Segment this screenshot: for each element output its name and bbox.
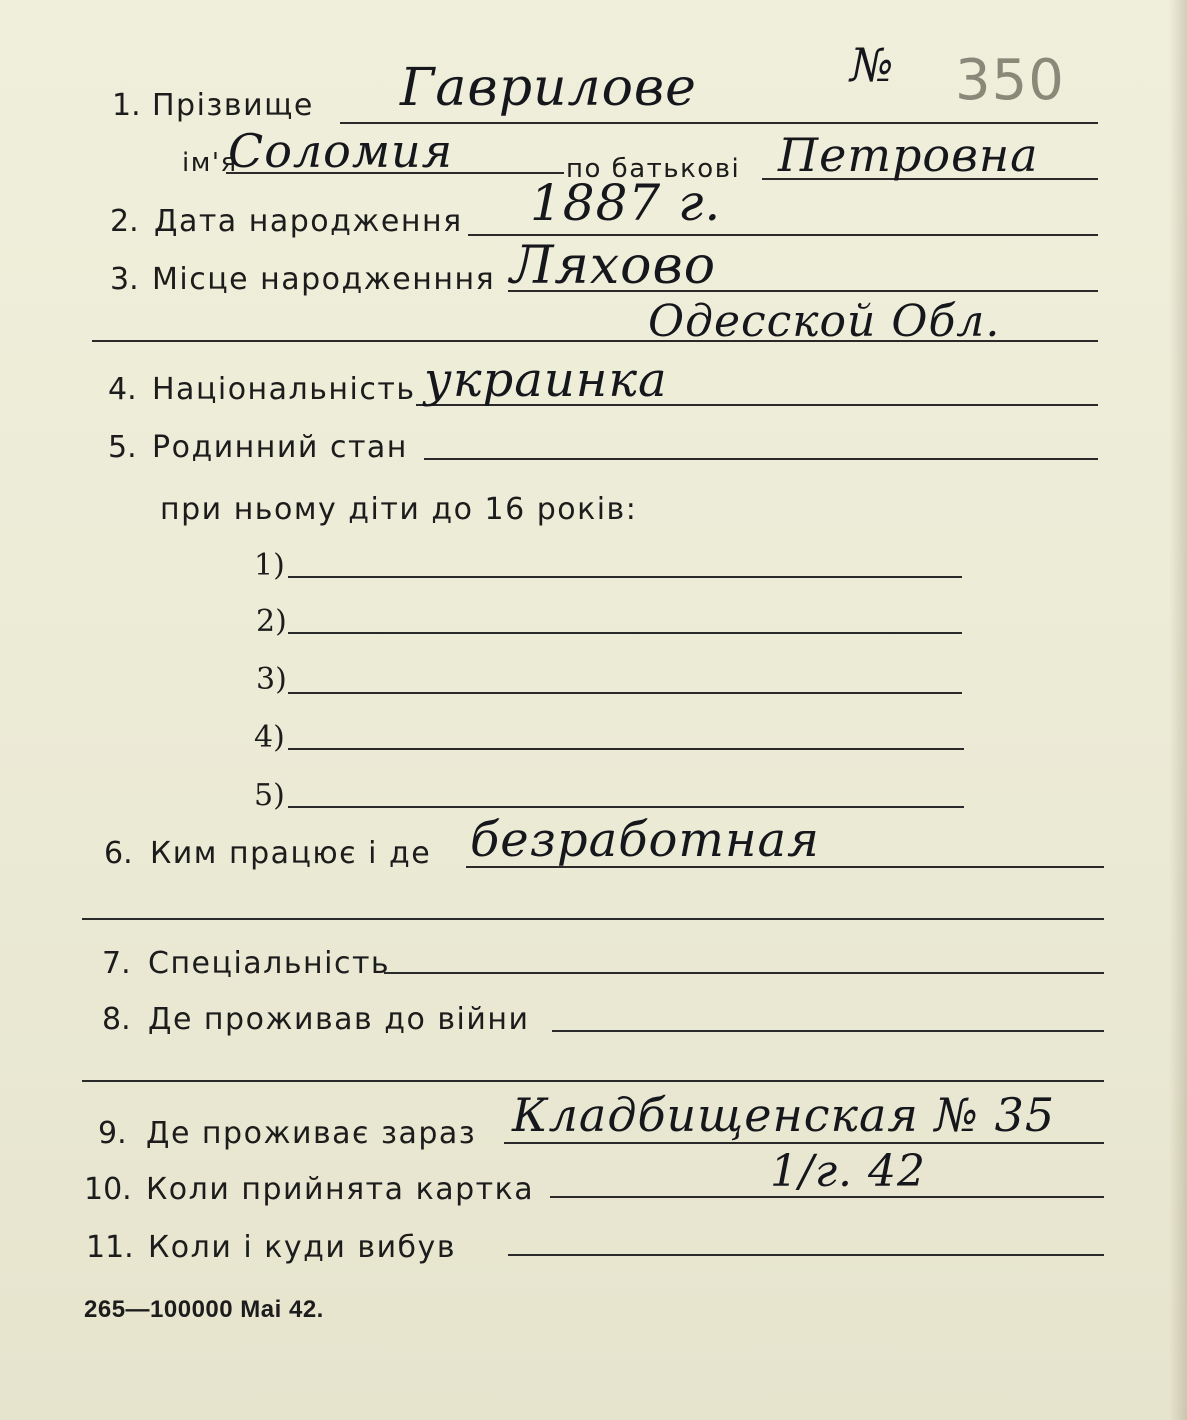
specialty-line [384, 972, 1104, 974]
work-label: Ким працює і де [150, 836, 432, 871]
name-value: Соломия [228, 124, 454, 178]
print-code: 265—100000 Mai 42. [84, 1296, 324, 1323]
field-number-8: 8. [102, 1002, 131, 1037]
current-residence-value: Кладбищенская № 35 [512, 1088, 1056, 1142]
current-residence-line [504, 1142, 1104, 1144]
card-accepted-label: Коли прийнята картка [146, 1172, 535, 1207]
birth-place-value-2: Одесской Обл. [648, 296, 1001, 347]
birth-date-label: Дата народження [154, 204, 463, 239]
field-number-7: 7. [102, 946, 131, 981]
surname-line [340, 122, 1098, 124]
child-4-line [288, 748, 964, 750]
field-number-10: 10. [84, 1172, 132, 1207]
child-5-label: 5) [254, 778, 285, 813]
departed-line [508, 1254, 1104, 1256]
work-value: безработная [470, 812, 820, 868]
card-accepted-value: 1/г. 42 [770, 1146, 927, 1197]
surname-label: Прізвище [152, 88, 314, 123]
nationality-value: украинка [424, 352, 668, 408]
field-number-1: 1. [112, 88, 141, 123]
field-number-2: 2. [110, 204, 139, 239]
work-line-2 [82, 918, 1104, 920]
prewar-residence-line-2 [82, 1080, 1104, 1082]
current-residence-label: Де проживає зараз [146, 1116, 477, 1151]
patronymic-label: по батькові [566, 154, 741, 184]
field-number-3: 3. [110, 262, 139, 297]
child-4-label: 4) [254, 720, 285, 755]
prewar-residence-label: Де проживав до війни [148, 1002, 530, 1037]
children-label: при ньому діти до 16 років: [160, 492, 638, 527]
card-number-sign: № [850, 38, 895, 92]
field-number-4: 4. [108, 372, 137, 407]
marital-line [424, 458, 1098, 460]
patronymic-value: Петровна [778, 128, 1039, 182]
child-5-line [288, 806, 964, 808]
field-number-6: 6. [104, 836, 133, 871]
child-3-label: 3) [256, 662, 287, 697]
specialty-label: Спеціальність [148, 946, 391, 981]
child-2-label: 2) [256, 604, 287, 639]
child-1-label: 1) [254, 548, 285, 583]
name-label: ім'я [182, 148, 238, 178]
field-number-9: 9. [98, 1116, 127, 1151]
birth-place-label: Місце народженння [152, 262, 496, 297]
nationality-label: Національність [152, 372, 416, 407]
child-2-line [288, 632, 962, 634]
departed-label: Коли і куди вибув [148, 1230, 456, 1265]
child-3-line [288, 692, 962, 694]
field-number-5: 5. [108, 430, 137, 465]
surname-value: Гаврилове [400, 58, 697, 118]
birth-place-value: Ляхово [510, 236, 717, 296]
field-number-11: 11. [86, 1230, 134, 1265]
birth-date-value: 1887 г. [530, 174, 722, 232]
card-number-value: 350 [955, 48, 1065, 113]
marital-label: Родинний стан [152, 430, 408, 465]
prewar-residence-line [552, 1030, 1104, 1032]
child-1-line [288, 576, 962, 578]
